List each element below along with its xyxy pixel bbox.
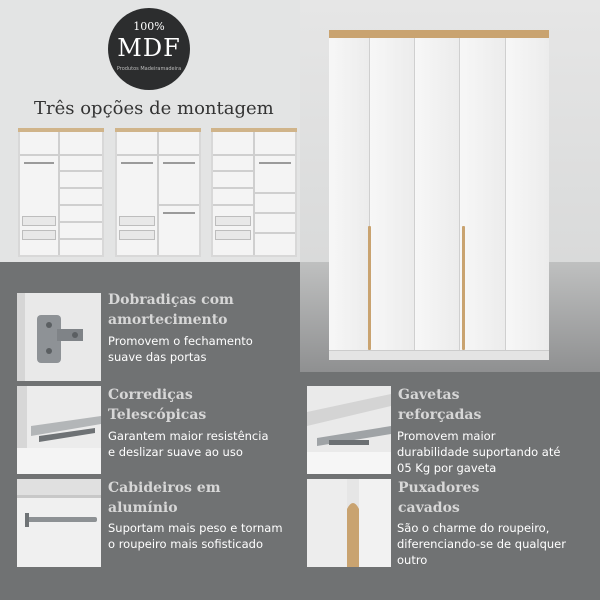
handle-icon [307, 479, 391, 567]
badge-material: MDF [117, 34, 181, 62]
door-handle [368, 226, 371, 350]
slide-rail-icon [17, 386, 101, 474]
feature-title: Puxadores cavados [398, 480, 480, 516]
montagem-option-2 [115, 130, 201, 257]
mdf-badge [108, 8, 190, 90]
feature-title: Cabideiros em alumínio [108, 480, 221, 516]
montagem-option-1 [18, 130, 104, 257]
feature-description: Promovem maior durabilidade suportando até 05 Kg por gaveta [397, 429, 561, 475]
badge-small-text: Produtos Madeiramadeira [116, 66, 182, 72]
feature-title: Dobradiças com amortecimento [108, 292, 234, 328]
feature-description: Garantem maior resistência e deslizar suave ao uso [108, 429, 269, 459]
feature-title: Gavetas reforçadas [398, 387, 482, 423]
feature-description: Suportam mais peso e tornam o roupeiro mais sofisticado [108, 521, 283, 551]
drawer-icon [307, 386, 391, 474]
feature-description: São o charme do roupeiro, diferenciando-se de qualquer outro [397, 521, 566, 567]
badge-percent: 100% [133, 20, 165, 33]
hinge-icon [17, 293, 101, 381]
feature-title: Corrediças Telescópicas [108, 387, 207, 423]
feature-description: Promovem o fechamento suave das portas [108, 334, 253, 364]
door-handle [462, 226, 465, 350]
hanger-rod-icon [17, 479, 101, 567]
wardrobe-image [329, 30, 549, 360]
montagem-option-3 [211, 130, 297, 257]
montagem-title: Três opções de montagem [34, 98, 274, 119]
